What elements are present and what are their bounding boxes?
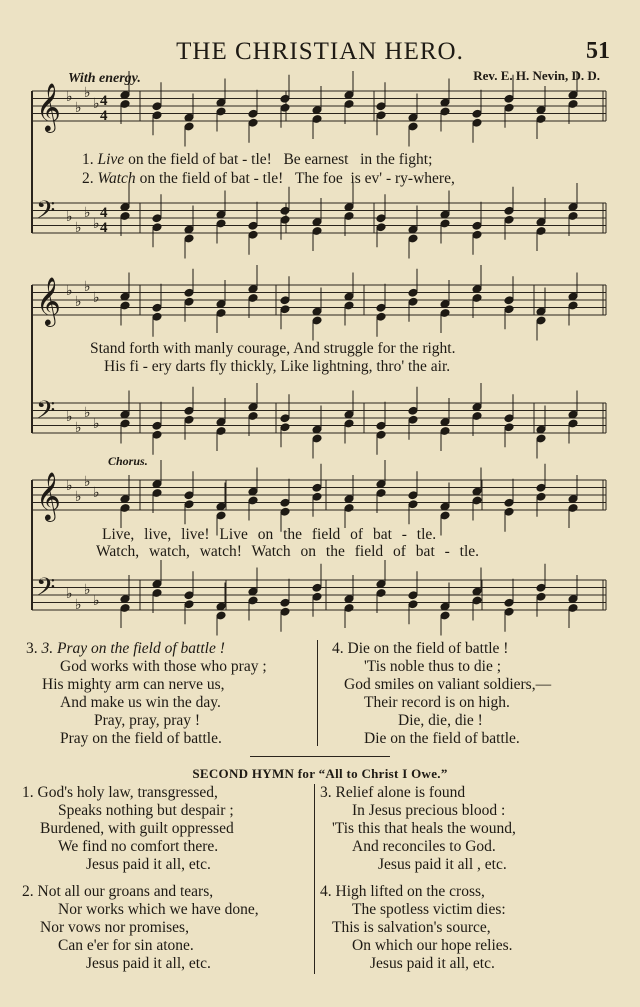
hymn2-v3-line-4: And reconciles to God. bbox=[352, 838, 496, 855]
section-rule bbox=[250, 756, 390, 757]
svg-text:♭: ♭ bbox=[93, 485, 100, 501]
svg-text:4: 4 bbox=[100, 205, 108, 221]
composer-credit: Rev. E. H. Nevin, D. D. bbox=[473, 68, 600, 83]
verse-3-line-5: Pray, pray, pray ! bbox=[94, 712, 201, 729]
svg-text:♭: ♭ bbox=[75, 597, 82, 613]
verse-4-line-4: Their record is on high. bbox=[364, 694, 510, 711]
svg-text:♭: ♭ bbox=[84, 279, 91, 295]
hymn2-v4-line-5: Jesus paid it all, etc. bbox=[370, 955, 495, 972]
verse-3 bbox=[26, 640, 267, 748]
hymn2-v2-line-3: Nor vows nor promises, bbox=[40, 919, 189, 936]
svg-text:𝄞: 𝄞 bbox=[36, 276, 61, 325]
page-number: 51 bbox=[586, 38, 610, 64]
svg-text:♭: ♭ bbox=[66, 409, 73, 425]
svg-text:𝄢: 𝄢 bbox=[36, 396, 56, 431]
lyric-line-3-1: Live, live, live! Live on the field of bat - tle. bbox=[102, 526, 437, 543]
svg-text:♭: ♭ bbox=[66, 283, 73, 299]
hymn2-v2-line-1: 2. Not all our groans and tears, bbox=[22, 883, 214, 900]
tempo-marking: With energy. bbox=[68, 71, 141, 86]
verse-3-line-6: Pray on the field of battle. bbox=[60, 730, 222, 747]
lyric-line-2-1: Stand forth with manly courage, And struggle for the right. bbox=[90, 340, 456, 357]
hymn2-v3-line-1: 3. Relief alone is found bbox=[320, 784, 466, 801]
second-hymn-heading: SECOND HYMN for “All to Christ I Owe.” bbox=[192, 766, 448, 781]
verse-4-line-6: Die on the field of battle. bbox=[364, 730, 520, 747]
lyric-line-3-2: Watch, watch, watch! Watch on the field of bat - tle. bbox=[96, 543, 480, 560]
column-divider-2 bbox=[314, 784, 315, 974]
svg-text:♭: ♭ bbox=[93, 593, 100, 609]
verse-3-line-3: His mighty arm can nerve us, bbox=[42, 676, 225, 693]
svg-text:♭: ♭ bbox=[93, 216, 100, 232]
svg-text:𝄞: 𝄞 bbox=[36, 82, 61, 131]
svg-text:♭: ♭ bbox=[66, 586, 73, 602]
lyric-line-1-1: 1. Live on the field of bat - tle! Be earnest in the fight; bbox=[82, 151, 433, 168]
hymn2-verse-1 bbox=[22, 784, 234, 874]
verse-4-line-1: 4. Die on the field of battle ! bbox=[332, 640, 509, 657]
svg-text:𝄞: 𝄞 bbox=[36, 471, 61, 520]
svg-text:4: 4 bbox=[100, 108, 108, 124]
svg-text:♭: ♭ bbox=[75, 220, 82, 236]
svg-text:♭: ♭ bbox=[93, 416, 100, 432]
hymn2-verse-2 bbox=[22, 883, 259, 973]
column-divider bbox=[317, 640, 318, 746]
hymn2-v2-line-5: Jesus paid it all, etc. bbox=[86, 955, 211, 972]
page-title: THE CHRISTIAN HERO. bbox=[176, 38, 464, 65]
verse-4 bbox=[332, 640, 551, 748]
verse-3-line-1: 3. 3. Pray on the field of battle ! bbox=[26, 640, 225, 657]
hymn2-verse-3 bbox=[320, 784, 516, 874]
svg-text:♭: ♭ bbox=[84, 582, 91, 598]
verse-3-line-4: And make us win the day. bbox=[60, 694, 221, 711]
hymn2-v1-line-3: Burdened, with guilt oppressed bbox=[40, 820, 234, 837]
verse-4-line-5: Die, die, die ! bbox=[398, 712, 483, 729]
svg-text:♭: ♭ bbox=[93, 290, 100, 306]
svg-text:♭: ♭ bbox=[84, 474, 91, 490]
svg-text:𝄢: 𝄢 bbox=[36, 573, 56, 608]
svg-text:♭: ♭ bbox=[66, 89, 73, 105]
hymn2-v1-line-2: Speaks nothing but despair ; bbox=[58, 802, 234, 819]
svg-text:♭: ♭ bbox=[75, 294, 82, 310]
svg-text:♭: ♭ bbox=[75, 489, 82, 505]
hymn2-v3-line-5: Jesus paid it all , etc. bbox=[378, 856, 507, 873]
svg-text:♭: ♭ bbox=[66, 478, 73, 494]
svg-text:4: 4 bbox=[100, 220, 108, 236]
svg-text:♭: ♭ bbox=[75, 100, 82, 116]
hymn2-verse-4 bbox=[320, 883, 513, 973]
svg-text:4: 4 bbox=[100, 93, 108, 109]
hymn2-v2-line-4: Can e'er for sin atone. bbox=[58, 937, 194, 954]
svg-text:♭: ♭ bbox=[84, 405, 91, 421]
lyric-line-1-2: 2. Watch on the field of bat - tle! The foe is ev' - ry-where, bbox=[82, 170, 455, 187]
lyric-line-2-2: His fi - ery darts fly thickly, Like lightning, thro' the air. bbox=[104, 358, 451, 375]
hymn2-v4-line-4: On which our hope relies. bbox=[352, 937, 513, 954]
svg-text:𝄢: 𝄢 bbox=[36, 196, 56, 231]
svg-text:♭: ♭ bbox=[75, 420, 82, 436]
svg-text:♭: ♭ bbox=[93, 96, 100, 112]
hymn2-v4-line-3: This is salvation's source, bbox=[332, 919, 491, 936]
svg-text:♭: ♭ bbox=[84, 85, 91, 101]
hymn2-v2-line-2: Nor works which we have done, bbox=[58, 901, 259, 918]
hymn2-v1-line-1: 1. God's holy law, transgressed, bbox=[22, 784, 218, 801]
hymn2-v3-line-3: 'Tis this that heals the wound, bbox=[332, 820, 516, 837]
hymn2-v4-line-2: The spotless victim dies: bbox=[352, 901, 506, 918]
hymn2-v4-line-1: 4. High lifted on the cross, bbox=[320, 883, 485, 900]
svg-text:♭: ♭ bbox=[84, 205, 91, 221]
chorus-label: Chorus. bbox=[108, 454, 148, 468]
hymn2-v3-line-2: In Jesus precious blood : bbox=[352, 802, 506, 819]
verse-4-line-2: 'Tis noble thus to die ; bbox=[364, 658, 502, 675]
hymn2-v1-line-4: We find no comfort there. bbox=[58, 838, 219, 855]
verse-4-line-3: God smiles on valiant soldiers,— bbox=[344, 676, 552, 693]
svg-text:♭: ♭ bbox=[66, 209, 73, 225]
hymn2-v1-line-5: Jesus paid it all, etc. bbox=[86, 856, 211, 873]
verse-3-line-2: God works with those who pray ; bbox=[60, 658, 267, 675]
